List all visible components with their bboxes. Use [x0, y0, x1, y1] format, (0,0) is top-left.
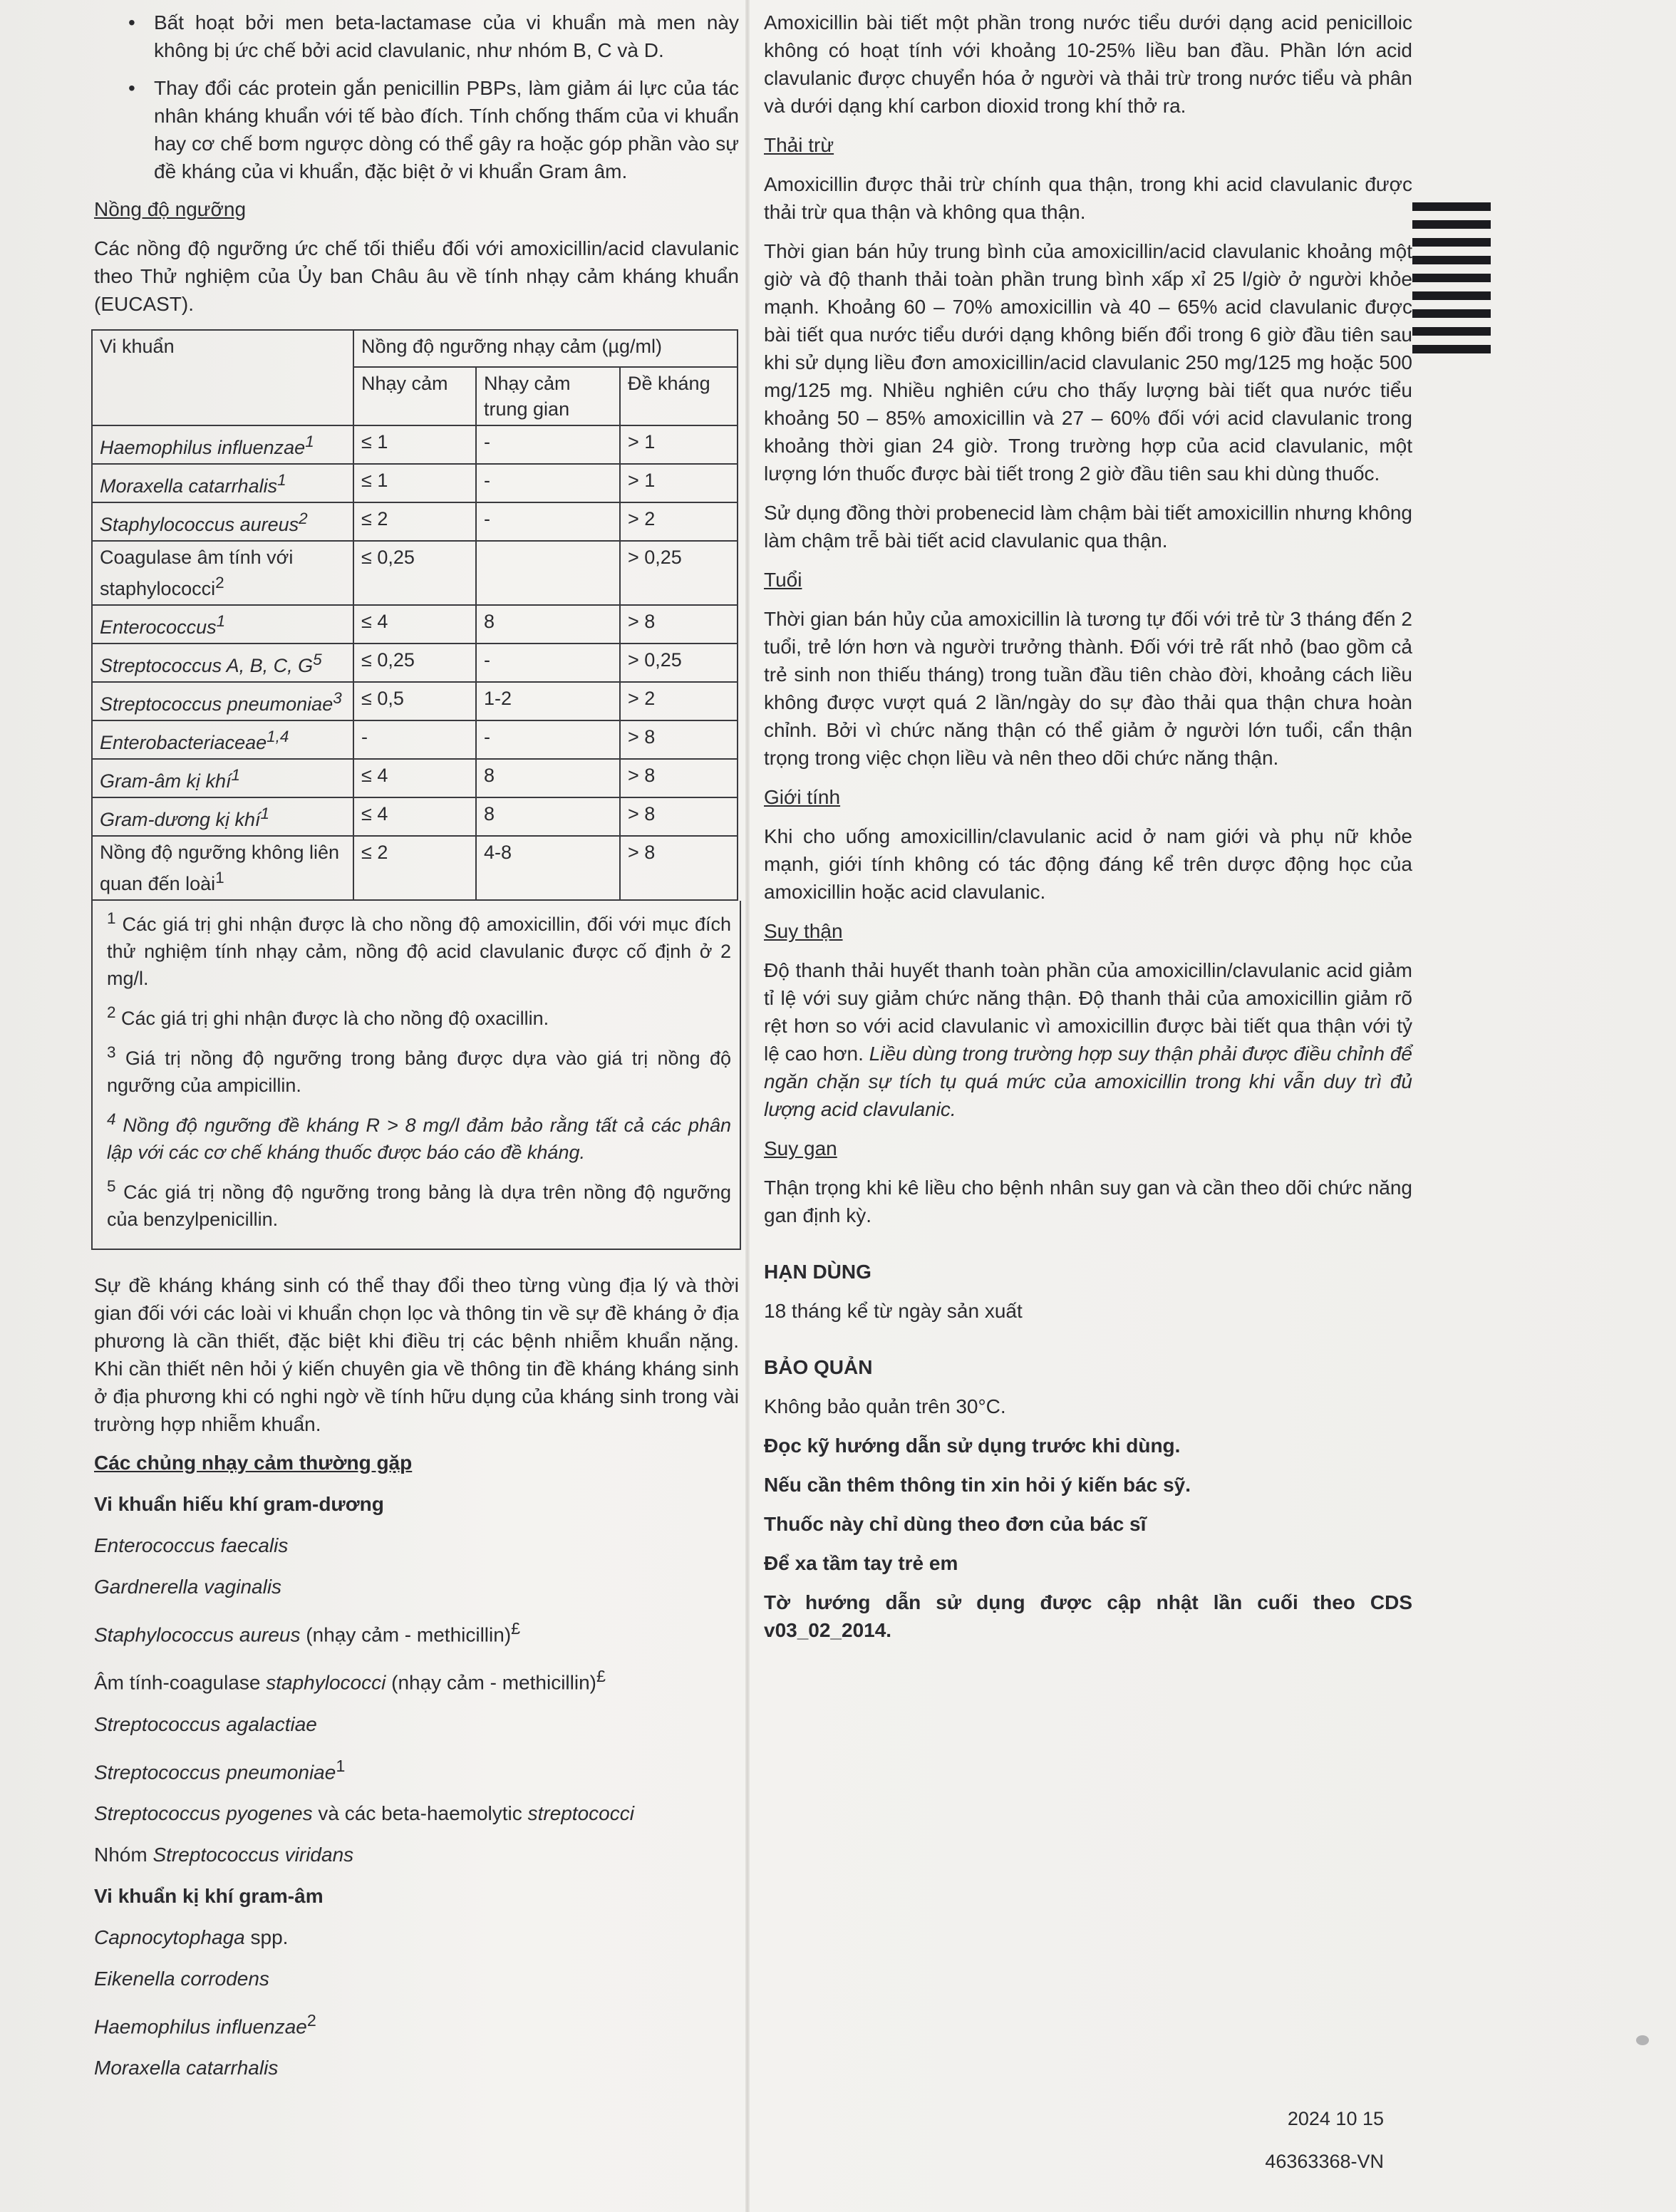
issue-date: 2024 10 15: [1287, 2108, 1384, 2129]
list-item: Enterococcus faecalis: [94, 1534, 289, 1556]
expiry-text: 18 tháng kể từ ngày sản xuất: [764, 1300, 1023, 1322]
list-item: Streptococcus agalactiae: [94, 1712, 317, 1735]
list-item: Âm tính-coagulase staphylococci (nhạy cảm - methicillin)£: [94, 1667, 606, 1694]
table-cell-sensitive: -: [353, 720, 476, 759]
table-cell-intermediate: 8: [476, 759, 620, 797]
renal-heading: Suy thận: [764, 920, 843, 942]
table-cell-bacteria: Staphylococcus aureus$^2$: [92, 502, 353, 541]
table-cell-resistant: > 8: [620, 836, 738, 900]
gram-negative-heading: Vi khuẩn kị khí gram-âm: [94, 1884, 324, 1907]
table-note: $^3$ Giá trị nồng độ ngưỡng trong bảng được dựa vào giá trị nồng độ ngưỡng của ampicillin.: [107, 1043, 731, 1096]
table-cell-intermediate: -: [476, 644, 620, 682]
table-cell-sensitive: ≤ 0,25: [353, 644, 476, 682]
table-cell-resistant: > 0,25: [620, 644, 738, 682]
table-note: $^4$ Nồng độ ngưỡng đề kháng R > 8 mg/l đảm bảo rằng tất cả các phân lập với các cơ chế kháng thuốc được báo cáo đề kháng.: [107, 1110, 731, 1163]
list-item: Capnocytophaga spp.: [94, 1926, 289, 1948]
table-header-sensitive: Nhạy cảm: [353, 367, 476, 425]
table-cell-resistant: > 0,25: [620, 541, 738, 605]
age-paragraph: Thời gian bán hủy của amoxicillin là tương tự đối với trẻ từ 3 tháng đến 2 tuổi, trẻ lớn hơn và người trưởng thành. Đối với trẻ rất nhỏ (bao gồm cả trẻ sinh non thiếu tháng) trong tuần đầu tiên chào đời, khoảng cách liều không được vượt quá 2 lần/ngày do sự đào thải qua thận chưa hoàn chỉnh. Bởi vì chức năng thận có thể giảm ở người lớn tuổi, cẩn thận trọng trong việc chọn liều và nên theo dõi chức năng thận.: [764, 608, 1412, 769]
table-cell-bacteria: Enterococcus$^1$: [92, 605, 353, 644]
document-code: 46363368-VN: [1265, 2151, 1384, 2172]
storage-heading: BẢO QUẢN: [764, 1356, 873, 1378]
table-cell-intermediate: 1-2: [476, 682, 620, 720]
table-cell-intermediate: -: [476, 720, 620, 759]
table-cell-bacteria: Gram-âm kị khí$^1$: [92, 759, 353, 797]
table-cell-bacteria: Streptococcus pneumoniae$^3$: [92, 682, 353, 720]
bullet-text: Thay đổi các protein gắn penicillin PBPs, làm giảm ái lực của tác nhân kháng khuẩn với tế bào đích. Tính chống thấm của vi khuẩn hay cơ chế bơm ngược dòng có thể gây ra hoặc góp phần vào sự đề kháng của vi khuẩn, đặc biệt ở vi khuẩn Gram âm.: [154, 77, 739, 182]
barcode-strip: [1412, 202, 1491, 363]
table-row: [92, 682, 738, 720]
ask-doctor-note: Nếu cần thêm thông tin xin hỏi ý kiến bác sỹ.: [764, 1474, 1191, 1496]
table-notes: [91, 901, 741, 1250]
table-cell-resistant: > 8: [620, 797, 738, 836]
ink-smudge: [1636, 2035, 1649, 2045]
elimination-paragraph: Thời gian bán hủy trung bình của amoxicillin/acid clavulanic khoảng một giờ và độ thanh thải toàn phần trung bình xấp xỉ 25 l/giờ ở người khỏe mạnh. Khoảng 60 – 70% amoxicillin và 40 – 65% acid clavulanic được bài tiết qua nước tiểu dưới dạng không biến đổi trong 6 giờ đầu tiên sau khi sử dụng liều đơn amoxicillin/acid clavulanic 250 mg/125 mg hoặc 500 mg/125 mg. Nhiều nghiên cứu cho thấy lượng bài tiết qua nước tiểu khoảng 50 – 85% amoxicillin và 27 – 60% đối với acid clavulanic trong khoảng thời gian 24 giờ. Trong trường hợp của acid clavulanic, một lượng lớn thuốc được bài tiết trong 2 giờ đầu tiên sau khi dùng thuốc.: [764, 240, 1412, 485]
table-header-bacteria: Vi khuẩn: [92, 330, 353, 425]
table-cell-sensitive: ≤ 0,25: [353, 541, 476, 605]
table-cell-intermediate: [476, 541, 620, 605]
common-strains-heading: Các chủng nhạy cảm thường gặp: [94, 1452, 413, 1474]
list-item: Moraxella catarrhalis: [94, 2057, 279, 2079]
susceptible-list: [94, 1449, 739, 2082]
elimination-paragraph: Amoxicillin được thải trừ chính qua thận, trong khi acid clavulanic được thải trừ qua thận và không qua thận.: [764, 173, 1412, 223]
table-note: $^1$ Các giá trị ghi nhận được là cho nồng độ amoxicillin, đối với mục đích thử nghiệm tính nhạy cảm, nồng độ acid clavulanic được cố định ở 2 mg/l.: [107, 909, 731, 989]
table-row: [92, 644, 738, 682]
storage-text: Không bảo quản trên 30°C.: [764, 1395, 1006, 1417]
table-cell-sensitive: ≤ 2: [353, 502, 476, 541]
table-cell-intermediate: -: [476, 502, 620, 541]
gender-paragraph: Khi cho uống amoxicillin/clavulanic acid ở nam giới và phụ nữ khỏe mạnh, giới tính không có tác động đáng kể trên dược động học của amoxicillin hoặc acid clavulanic.: [764, 825, 1412, 903]
table-cell-sensitive: ≤ 4: [353, 797, 476, 836]
list-item: Streptococcus pyogenes và các beta-haemolytic streptococci: [94, 1802, 634, 1824]
bullet-icon: •: [128, 77, 135, 99]
elimination-paragraph: Sử dụng đồng thời probenecid làm chậm bài tiết amoxicillin nhưng không làm chậm trễ bài tiết acid clavulanic qua thận.: [764, 502, 1412, 552]
bullet-item: [94, 9, 739, 64]
table-cell-sensitive: ≤ 1: [353, 464, 476, 502]
table-cell-intermediate: 8: [476, 605, 620, 644]
table-header-group: Nồng độ ngưỡng nhạy cảm (µg/ml): [353, 330, 738, 367]
table-header-intermediate: Nhạy cảm trung gian: [476, 367, 620, 425]
threshold-heading: Nồng độ ngưỡng: [94, 198, 247, 220]
table-cell-bacteria: Streptococcus A, B, C, $G^5$: [92, 644, 353, 682]
prescription-note: Thuốc này chỉ dùng theo đơn của bác sĩ: [764, 1513, 1147, 1535]
table-cell-bacteria: Coagulase âm tính với staphylococci$^2$: [92, 541, 353, 605]
table-row: [92, 759, 738, 797]
expiry-heading: HẠN DÙNG: [764, 1261, 871, 1283]
table-cell-resistant: > 2: [620, 682, 738, 720]
update-note: Tờ hướng dẫn sử dụng được cập nhật lần cuối theo CDS v03_02_2014.: [764, 1591, 1412, 1641]
resistance-paragraph: Sự đề kháng kháng sinh có thể thay đổi theo từng vùng địa lý và thời gian đối với các loài vi khuẩn chọn lọc và thông tin về sự đề kháng ở địa phương là cần thiết, đặc biệt khi điều trị các bệnh nhiễm khuẩn nặng. Khi cần thiết nên hỏi ý kiến chuyên gia về thông tin đề kháng kháng sinh ở địa phương khi có nghi ngờ về tính hữu dụng của kháng sinh trong vài trường hợp nhiễm khuẩn.: [94, 1274, 739, 1435]
threshold-intro: Các nồng độ ngưỡng ức chế tối thiểu đối với amoxicillin/acid clavulanic theo Thử nghiệm của Ủy ban Châu âu về tính nhạy cảm kháng khuẩn (EUCAST).: [94, 237, 739, 315]
table-row: [92, 464, 738, 502]
liver-heading: Suy gan: [764, 1137, 837, 1159]
read-guide-note: Đọc kỹ hướng dẫn sử dụng trước khi dùng.: [764, 1435, 1181, 1457]
table-cell-resistant: > 1: [620, 425, 738, 464]
table-cell-resistant: > 8: [620, 759, 738, 797]
table-cell-bacteria: Enterobacteriaceae$^{1,4}$: [92, 720, 353, 759]
table-cell-sensitive: ≤ 1: [353, 425, 476, 464]
list-item: Haemophilus influenzae$^2$: [94, 2010, 316, 2038]
table-cell-bacteria: Nồng độ ngưỡng không liên quan đến loài$^1$: [92, 836, 353, 900]
list-item: Streptococcus pneumoniae$^1$: [94, 1756, 346, 1783]
table-cell-intermediate: 8: [476, 797, 620, 836]
table-cell-sensitive: ≤ 0,5: [353, 682, 476, 720]
left-column: [94, 9, 739, 2096]
table-cell-bacteria: Gram-dương kị khí$^1$: [92, 797, 353, 836]
table-cell-resistant: > 8: [620, 720, 738, 759]
table-cell-intermediate: -: [476, 464, 620, 502]
gram-positive-heading: Vi khuẩn hiếu khí gram-dương: [94, 1493, 384, 1515]
table-row: [92, 836, 738, 900]
table-cell-sensitive: ≤ 4: [353, 605, 476, 644]
right-column: [764, 9, 1412, 1655]
page-fold: [745, 0, 750, 2212]
renal-paragraph: Độ thanh thải huyết thanh toàn phần của amoxicillin/clavulanic acid giảm tỉ lệ với suy giảm chức năng thận. Độ thanh thải của amoxicillin giảm rõ rệt hơn so với acid clavulanic vì amoxicillin được bài tiết qua thận với tỷ lệ cao hơn. Liều dùng trong trường hợp suy thận phải được điều chỉnh để ngăn chặn sự tích tụ quá mức của amoxicillin trong khi vẫn duy trì đủ lượng acid clavulanic.: [764, 959, 1412, 1120]
bullet-text: Bất hoạt bởi men beta-lactamase của vi khuẩn mà men này không bị ức chế bởi acid clavulanic, như nhóm B, C và D.: [154, 11, 739, 61]
table-row: [92, 720, 738, 759]
table-cell-sensitive: ≤ 2: [353, 836, 476, 900]
table-cell-bacteria: Haemophilus influenzae$^1$: [92, 425, 353, 464]
gram-positive-list: [94, 1532, 739, 1869]
gram-negative-list: [94, 1924, 739, 2082]
table-cell-bacteria: Moraxella catarrhalis$^1$: [92, 464, 353, 502]
table-cell-intermediate: 4-8: [476, 836, 620, 900]
elimination-heading: Thải trừ: [764, 134, 834, 156]
table-cell-resistant: > 1: [620, 464, 738, 502]
list-item: Eikenella corrodens: [94, 1967, 269, 1990]
gender-heading: Giới tính: [764, 786, 841, 808]
table-cell-intermediate: -: [476, 425, 620, 464]
age-heading: Tuổi: [764, 569, 802, 591]
list-item: Nhóm Streptococcus viridans: [94, 1843, 354, 1866]
table-row: [92, 605, 738, 644]
table-cell-resistant: > 2: [620, 502, 738, 541]
breakpoint-table: [91, 329, 738, 901]
bullet-item: [94, 74, 739, 185]
list-item: Gardnerella vaginalis: [94, 1576, 282, 1598]
children-note: Để xa tầm tay trẻ em: [764, 1552, 958, 1574]
liver-paragraph: Thận trọng khi kê liều cho bệnh nhân suy gan và cần theo dõi chức năng gan định kỳ.: [764, 1177, 1412, 1226]
table-cell-resistant: > 8: [620, 605, 738, 644]
table-body: [92, 425, 738, 900]
table-header-resistant: Đề kháng: [620, 367, 738, 425]
table-row: [92, 797, 738, 836]
table-cell-sensitive: ≤ 4: [353, 759, 476, 797]
list-item: Staphylococcus aureus (nhạy cảm - methicillin)£: [94, 1619, 521, 1646]
table-note: $^5$ Các giá trị nồng độ ngưỡng trong bảng là dựa trên nồng độ ngưỡng của benzylpenicillin.: [107, 1177, 731, 1230]
table-note: $^2$ Các giá trị ghi nhận được là cho nồng độ oxacillin.: [107, 1003, 549, 1029]
table-row: [92, 502, 738, 541]
table-row: [92, 541, 738, 605]
metabolism-paragraph: Amoxicillin bài tiết một phần trong nước tiểu dưới dạng acid penicilloic không có hoạt tính với khoảng 10-25% liều ban đầu. Phần lớn acid clavulanic được chuyển hóa ở người và thải trừ trong nước tiểu và phân và dưới dạng khí carbon dioxid trong khí thở ra.: [764, 11, 1412, 117]
bullet-icon: •: [128, 11, 135, 33]
table-row: [92, 425, 738, 464]
